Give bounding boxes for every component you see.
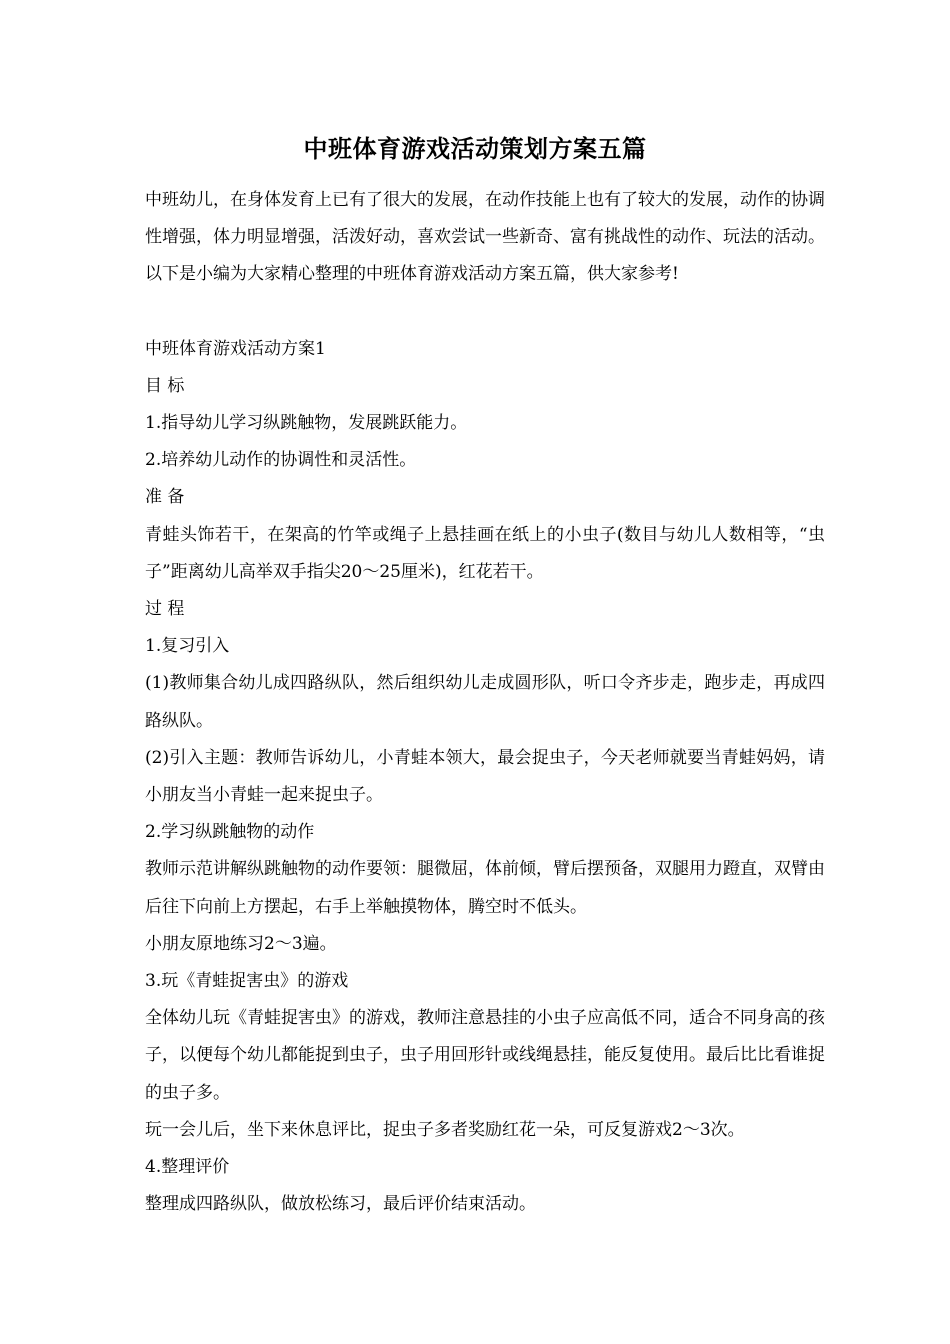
body-paragraph: 全体幼儿玩《青蛙捉害虫》的游戏，教师注意悬挂的小虫子应高低不同，适合不同身高的孩子，以便每个幼儿都能捉到虫子，虫子用回形针或线绳悬挂，能反复使用。最后比比看谁捉的虫子多。 [145,1008,825,1103]
subheading-preparation: 准 备 [145,487,185,508]
body-paragraph: (1)教师集合幼儿成四路纵队，然后组织幼儿走成圆形队，听口令齐步走，跑步走，再成四路纵队。 [145,673,825,731]
subheading-goal: 目 标 [145,375,185,396]
body-paragraph: 玩一会儿后，坐下来休息评比，捉虫子多者奖励红花一朵，可反复游戏2～3次。 [145,1119,745,1140]
goal-item: 2.培养幼儿动作的协调性和灵活性。 [145,450,417,471]
intro-paragraph: 中班幼儿，在身体发育上已有了很大的发展，在动作技能上也有了较大的发展，动作的协调性增强，体力明显增强，活泼好动，喜欢尝试一些新奇、富有挑战性的动作、玩法的活动。以下是小编为大家精心整理的中班体育游戏活动方案五篇，供大家参考! [145,190,825,285]
preparation-paragraph: 青蛙头饰若干，在架高的竹竿或绳子上悬挂画在纸上的小虫子(数目与幼儿人数相等，“虫子”距离幼儿高举双手指尖20～25厘米)，红花若干。 [145,524,825,582]
step-heading: 4.整理评价 [145,1157,230,1178]
document-body [145,182,825,1223]
step-heading: 3.玩《青蛙捉害虫》的游戏 [145,971,349,992]
body-paragraph: 整理成四路纵队，做放松练习，最后评价结束活动。 [145,1194,536,1215]
document-title: 中班体育游戏活动策划方案五篇 [303,134,647,163]
body-paragraph: 小朋友原地练习2～3遍。 [145,933,337,954]
step-heading: 1.复习引入 [145,636,230,657]
section-heading: 中班体育游戏活动方案1 [145,338,326,359]
body-paragraph: 教师示范讲解纵跳触物的动作要领：腿微屈，体前倾，臂后摆预备，双腿用力蹬直，双臂由后往下向前上方摆起，右手上举触摸物体，腾空时不低头。 [145,859,825,917]
body-paragraph: (2)引入主题：教师告诉幼儿，小青蛙本领大，最会捉虫子，今天老师就要当青蛙妈妈，请小朋友当小青蛙一起来捉虫子。 [145,747,825,806]
goal-item: 1.指导幼儿学习纵跳触物，发展跳跃能力。 [145,413,468,434]
step-heading: 2.学习纵跳触物的动作 [145,822,315,843]
subheading-process: 过 程 [145,599,185,620]
